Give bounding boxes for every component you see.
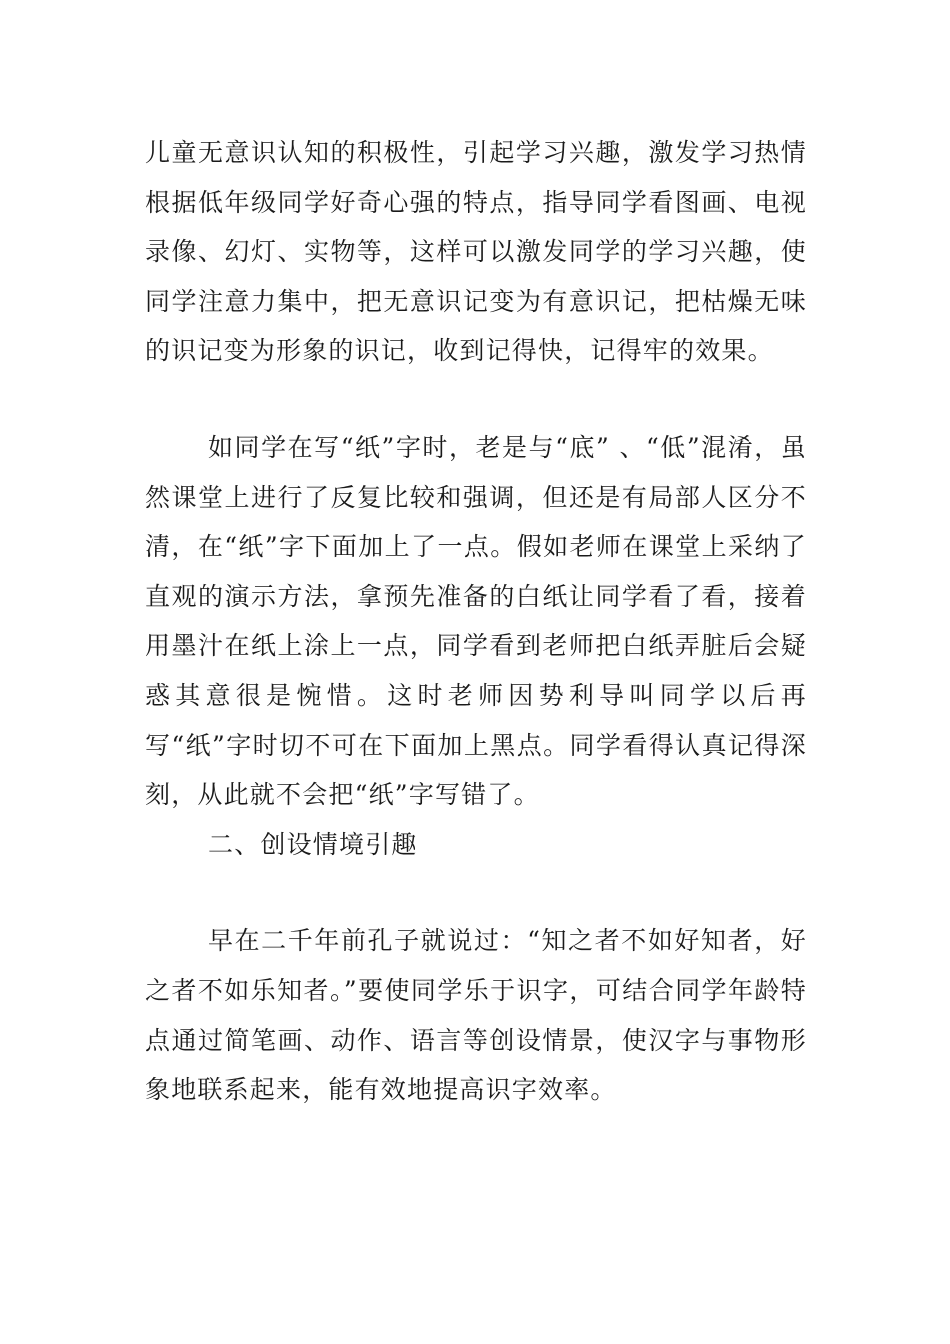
- document-page: [145, 128, 807, 1115]
- paragraph-confucius: 早在二千年前孔子就说过：“知之者不如好知者，好之者不如乐知者。”要使同学乐于识字，可结合同学年龄特点通过简笔画、动作、语言等创设情景，使汉字与事物形象地联系起来，能有效地提高识字效率。: [145, 926, 807, 1105]
- paragraph-example: 如同学在写“纸”字时，老是与“底” 、“低”混淆，虽然课堂上进行了反复比较和强调，但还是有局部人区分不清，在“纸”字下面加上了一点。假如老师在课堂上采纳了直观的演示方法，拿预先准备的白纸让同学看了看，接着用墨汁在纸上涂上一点，同学看到老师把白纸弄脏后会疑惑其意很是惋惜。这时老师因势利导叫同学以后再写“纸”字时切不可在下面加上黑点。同学看得认真记得深刻，从此就不会把“纸”字写错了。: [145, 432, 807, 810]
- section-heading: 二、创设情境引趣: [208, 829, 418, 859]
- paragraph-intro: 儿童无意识认知的积极性，引起学习兴趣，激发学习热情根据低年级同学好奇心强的特点，指导同学看图画、电视录像、幻灯、实物等，这样可以激发同学的学习兴趣，使同学注意力集中，把无意识记变为有意识记，把枯燥无味的识记变为形象的识记，收到记得快，记得牢的效果。: [145, 138, 807, 366]
